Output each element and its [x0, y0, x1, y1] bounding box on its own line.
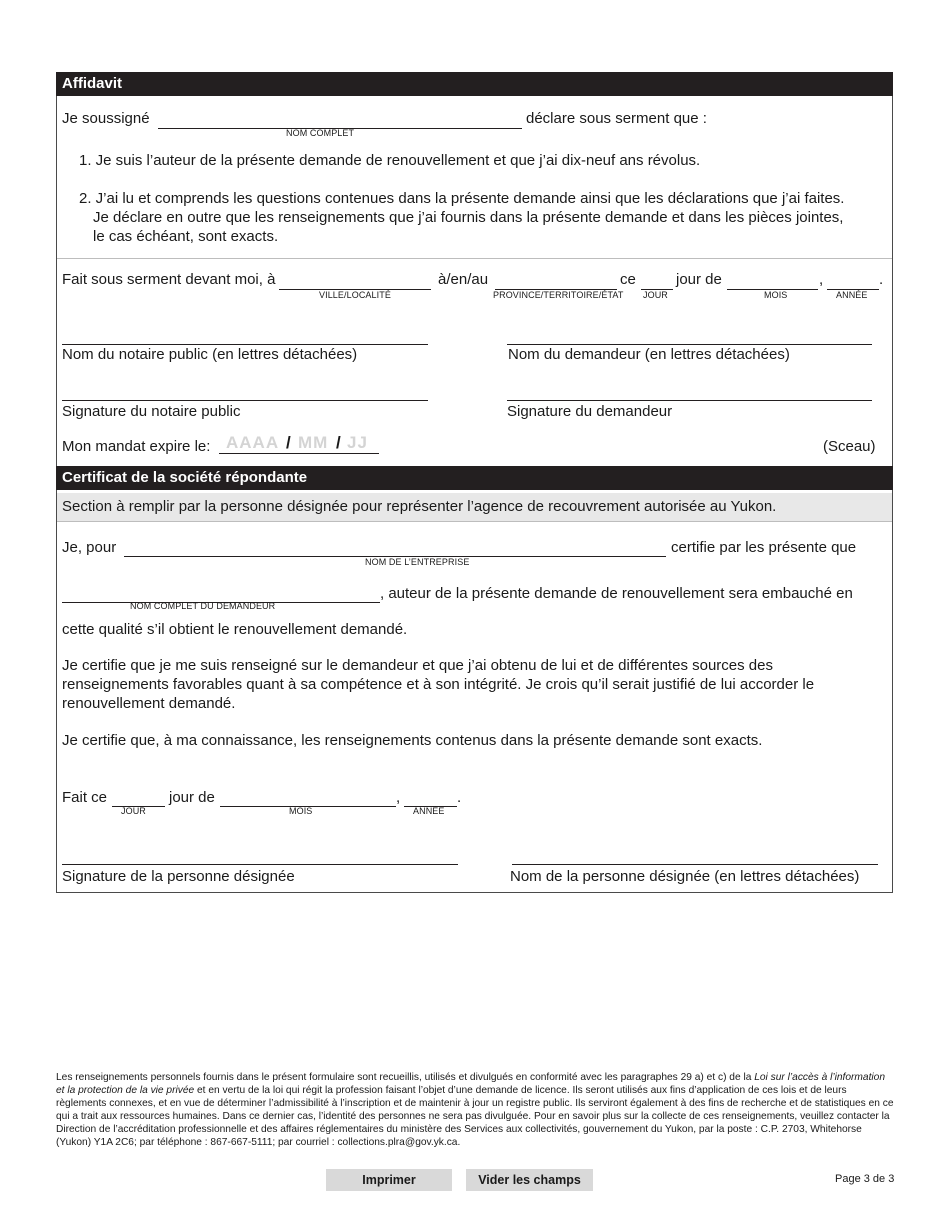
- privacy-text: Les renseignements personnels fournis dans le présent formulaire sont recueillis, utilisés et divulgués en conformité avec les paragraphes 29 a) et c) de la: [56, 1072, 755, 1083]
- aen-label: à/en/au: [438, 271, 489, 288]
- mois-field[interactable]: [727, 271, 818, 290]
- notaire-signature-label: Signature du notaire public: [62, 403, 241, 420]
- jour-de-label: jour de: [676, 271, 722, 288]
- fait-ce-label: Fait ce: [62, 789, 108, 806]
- cert-annee-field[interactable]: [404, 788, 457, 807]
- certifie-para-1-line-1: Je certifie que je me suis renseigné sur le demandeur et que j’ai obtenu de lui et de différentes sources des: [62, 657, 773, 674]
- jour-field[interactable]: [641, 271, 673, 290]
- jour-hint: JOUR: [643, 290, 668, 300]
- date-day-placeholder: JJ: [347, 433, 368, 452]
- nom-complet-field[interactable]: [158, 110, 522, 129]
- demandeur-nom-label: Nom du demandeur (en lettres détachées): [508, 346, 790, 363]
- designee-signature-label: Signature de la personne désignée: [62, 868, 295, 885]
- cert-jour-de-label: jour de: [169, 789, 215, 806]
- date-year-placeholder: AAAA: [226, 433, 280, 452]
- affidavit-header: Affidavit: [56, 72, 893, 96]
- date-separator: /: [286, 433, 291, 452]
- affidavit-item-2-line-2: Je déclare en outre que les renseignements que j’ai fournis dans la présente demande et dans les pièces jointes,: [93, 209, 844, 226]
- print-button[interactable]: Imprimer: [326, 1169, 452, 1191]
- page-number: Page 3 de 3: [835, 1173, 895, 1185]
- demandeur-nom-field[interactable]: [507, 326, 872, 345]
- auteur-label: , auteur de la présente demande de renouvellement sera embauché en: [380, 585, 853, 602]
- annee-hint: ANNÉE: [836, 290, 868, 300]
- certificat-intro: Section à remplir par la personne désignée pour représenter l’agence de recouvrement autorisée au Yukon.: [62, 498, 777, 515]
- cert-mois-hint: MOIS: [289, 806, 313, 816]
- cert-mois-field[interactable]: [220, 788, 396, 807]
- province-hint: PROVINCE/TERRITOIRE/ÉTAT: [493, 290, 624, 300]
- privacy-text: et en vertu de la loi qui régit la profession faisant l’objet d’une demande de licence. Ils seront utilisés aux fins d’application de ces lois et de leurs règlements connexes, et en vue de déterminer l’admissibilité à l’inscription et de maintenir à jour un registre public. Ils serviront également à des fins de recherche et de statistiques en ce qui a trait aux ressources humaines. Dans ce dernier cas, l’identité des personnes ne sera pas divulguée. Pour en savoir plus sur la collecte de ces renseignements, veuillez contacter la Direction de l’accréditation professionnelle et des affaires réglementaires du ministère des Services aux collectivités, gouvernement du Yukon, par la poste : C.P. 2703, Whitehorse (Yukon) Y1A 2C6; par téléphone : 867-667-5111; par courriel : collections.plra@gov.yk.ca.: [56, 1084, 894, 1148]
- period: .: [879, 271, 884, 288]
- certifie-label: certifie par les présente que: [671, 539, 857, 556]
- affidavit-item-1: 1. Je suis l’auteur de la présente demande de renouvellement et que j’ai dix-neuf ans révolus.: [79, 152, 701, 169]
- designee-nom-label: Nom de la personne désignée (en lettres détachées): [510, 868, 860, 885]
- clear-fields-button[interactable]: Vider les champs: [466, 1169, 593, 1191]
- demandeur-signature-label: Signature du demandeur: [507, 403, 673, 420]
- declare-label: déclare sous serment que :: [526, 110, 707, 127]
- designee-nom-field[interactable]: [512, 846, 878, 865]
- comma: ,: [819, 271, 824, 288]
- certifie-para-1-line-2: renseignements favorables quant à sa compétence et à son intégrité. Je crois qu’il serait justifié de lui accorder le: [62, 676, 815, 693]
- soussigne-label: Je soussigné: [62, 110, 150, 127]
- certifie-para-2: Je certifie que, à ma connaissance, les renseignements contenus dans la présente demande sont exacts.: [62, 732, 763, 749]
- cert-jour-field[interactable]: [112, 788, 165, 807]
- date-separator: /: [336, 433, 341, 452]
- fait-serment-label: Fait sous serment devant moi, à: [62, 271, 276, 288]
- privacy-notice: [56, 1072, 896, 1149]
- ce-label: ce: [620, 271, 636, 288]
- cert-period: .: [457, 789, 462, 806]
- je-pour-label: Je, pour: [62, 539, 117, 556]
- sceau-label: (Sceau): [823, 438, 876, 455]
- affidavit-item-2-line-3: le cas échéant, sont exacts.: [93, 228, 279, 245]
- certificat-header: Certificat de la société répondante: [56, 466, 893, 490]
- divider: [57, 521, 892, 522]
- designee-signature-field[interactable]: [62, 846, 458, 865]
- cert-jour-hint: JOUR: [121, 806, 146, 816]
- demandeur-signature-field[interactable]: [507, 382, 872, 401]
- divider: [57, 258, 892, 259]
- ville-field[interactable]: [279, 271, 431, 290]
- mandat-label: Mon mandat expire le:: [62, 438, 211, 455]
- cert-annee-hint: ANNÉE: [413, 806, 445, 816]
- privacy-law-title: Loi sur l’accès à l’information et la protection de la vie privée: [56, 1072, 886, 1096]
- notaire-signature-field[interactable]: [62, 382, 428, 401]
- date-month-placeholder: MM: [298, 433, 329, 452]
- notaire-nom-label: Nom du notaire public (en lettres détachées): [62, 346, 358, 363]
- annee-field[interactable]: [827, 271, 879, 290]
- qualite-text: cette qualité s’il obtient le renouvellement demandé.: [62, 621, 408, 638]
- nom-demandeur-hint: NOM COMPLET DU DEMANDEUR: [130, 601, 276, 611]
- affidavit-item-2-line-1: 2. J’ai lu et comprends les questions contenues dans la présente demande ainsi que les déclarations que j’ai faites.: [79, 190, 845, 207]
- entreprise-hint: NOM DE L’ENTREPRISE: [365, 557, 470, 567]
- notaire-nom-field[interactable]: [62, 326, 428, 345]
- entreprise-field[interactable]: [124, 538, 666, 557]
- ville-hint: VILLE/LOCALITÉ: [319, 290, 391, 300]
- cert-comma: ,: [396, 789, 401, 806]
- province-field[interactable]: [495, 271, 617, 290]
- mois-hint: MOIS: [764, 290, 788, 300]
- certifie-para-1-line-3: renouvellement demandé.: [62, 695, 236, 712]
- nom-complet-hint: NOM COMPLET: [286, 128, 355, 138]
